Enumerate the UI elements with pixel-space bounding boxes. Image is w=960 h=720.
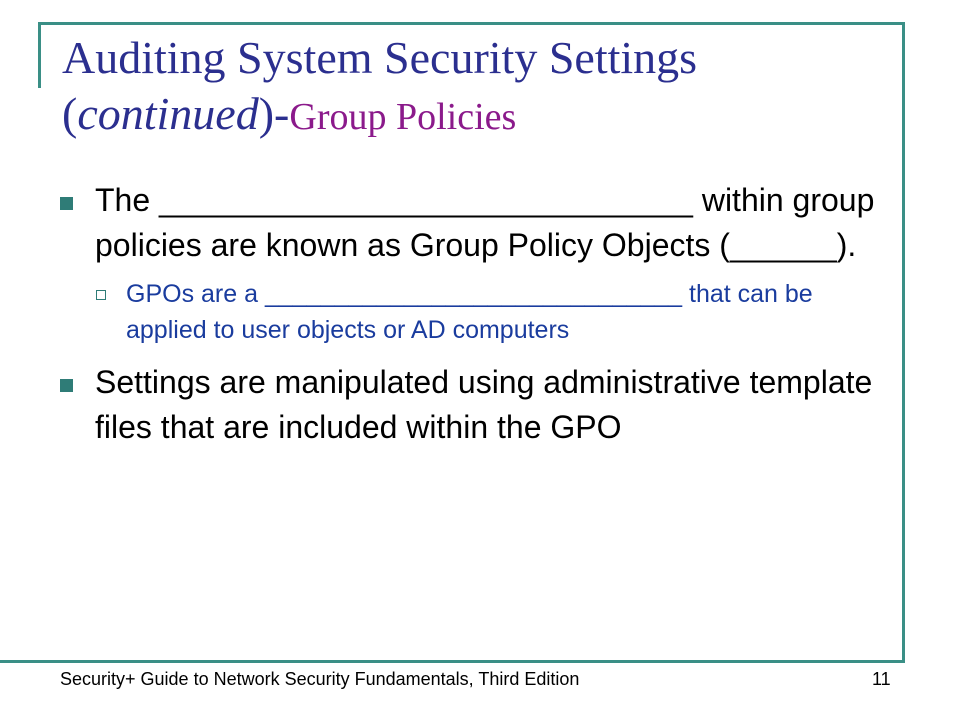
bullet-text-2: Settings are manipulated using administrative template files that are included within the GPO (95, 364, 873, 445)
square-bullet-icon (60, 379, 73, 392)
title-continued: continued (77, 88, 259, 139)
slide-title (62, 30, 892, 145)
left-rule (38, 22, 41, 88)
bottom-rule (0, 660, 905, 663)
title-subtitle: Group Policies (289, 96, 517, 138)
title-paren-close: )- (258, 88, 290, 139)
square-bullet-icon (60, 197, 73, 210)
right-rule (902, 22, 905, 662)
title-line1: Auditing System Security Settings (62, 32, 698, 83)
sub-bullet-text-1: GPOs are a ______________________________ that can be applied to user objects or AD computers (126, 280, 813, 344)
title-paren-open: ( (62, 88, 78, 139)
slide-body (60, 178, 900, 450)
page-number: 11 (872, 669, 891, 689)
footer-text: Security+ Guide to Network Security Fundamentals, Third Edition (60, 669, 580, 689)
top-rule (38, 22, 904, 25)
bullet-item-1 (60, 178, 900, 268)
bullet-item-2 (60, 360, 900, 450)
sub-bullet-item-1 (96, 276, 900, 348)
bullet-text-1: The ______________________________ within group policies are known as Group Policy Objects (______). (95, 182, 875, 263)
hollow-square-bullet-icon (96, 290, 106, 300)
